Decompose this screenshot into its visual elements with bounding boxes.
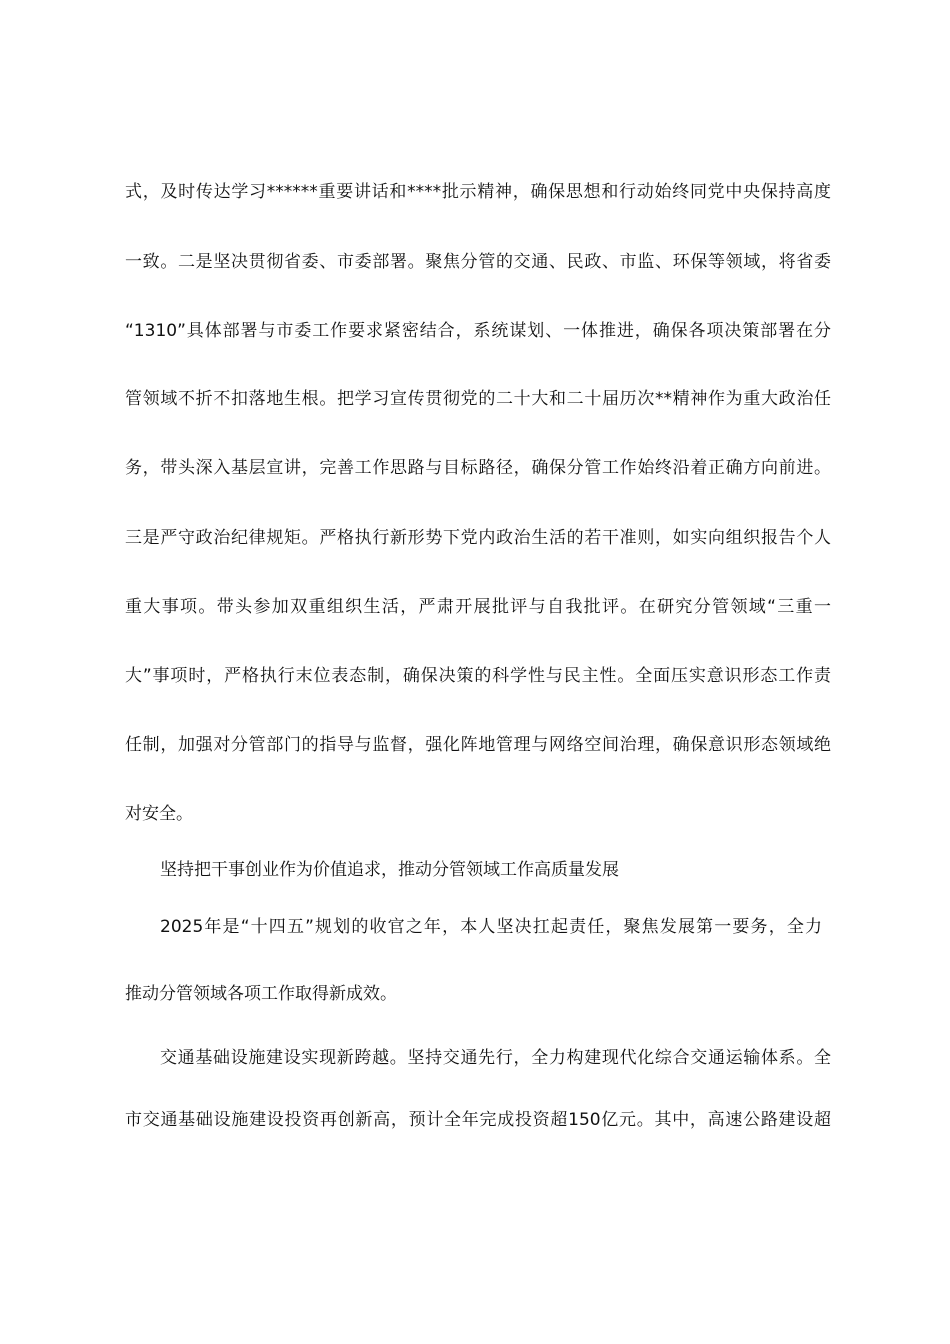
paragraph-line: 三是严守政治纪律规矩。严格执行新形势下党内政治生活的若干准则，如实向组织报告个人 bbox=[125, 528, 831, 548]
paragraph-line: 任制，加强对分管部门的指导与监督，强化阵地管理与网络空间治理，确保意识形态领域绝 bbox=[125, 735, 831, 755]
paragraph-line: 市交通基础设施建设投资再创新高，预计全年完成投资超150亿元。其中，高速公路建设超 bbox=[125, 1110, 831, 1130]
paragraph-line: 推动分管领域各项工作取得新成效。 bbox=[125, 984, 397, 1004]
paragraph-line: 重大事项。带头参加双重组织生活，严肃开展批评与自我批评。在研究分管领域“三重一 bbox=[125, 597, 831, 617]
paragraph-line: “1310”具体部署与市委工作要求紧密结合，系统谋划、一体推进，确保各项决策部署在分 bbox=[125, 321, 831, 341]
paragraph-line: 管领域不折不扣落地生根。把学习宣传贯彻党的二十大和二十届历次**精神作为重大政治任 bbox=[125, 389, 831, 409]
paragraph-line: 对安全。 bbox=[125, 804, 193, 824]
paragraph-line: 务，带头深入基层宣讲，完善工作思路与目标路径，确保分管工作始终沿着正确方向前进。 bbox=[125, 458, 831, 478]
paragraph-line: 一致。二是坚决贯彻省委、市委部署。聚焦分管的交通、民政、市监、环保等领域，将省委 bbox=[125, 252, 831, 272]
paragraph-line: 大”事项时，严格执行末位表态制，确保决策的科学性与民主性。全面压实意识形态工作责 bbox=[125, 666, 831, 686]
paragraph-line: 2025年是“十四五”规划的收官之年，本人坚决扛起责任，聚焦发展第一要务，全力 bbox=[160, 917, 822, 937]
section-heading: 坚持把干事创业作为价值追求，推动分管领域工作高质量发展 bbox=[160, 860, 619, 880]
paragraph-line: 式，及时传达学习******重要讲话和****批示精神，确保思想和行动始终同党中央保持高度 bbox=[125, 182, 831, 202]
paragraph-line: 交通基础设施建设实现新跨越。坚持交通先行，全力构建现代化综合交通运输体系。全 bbox=[160, 1048, 831, 1068]
